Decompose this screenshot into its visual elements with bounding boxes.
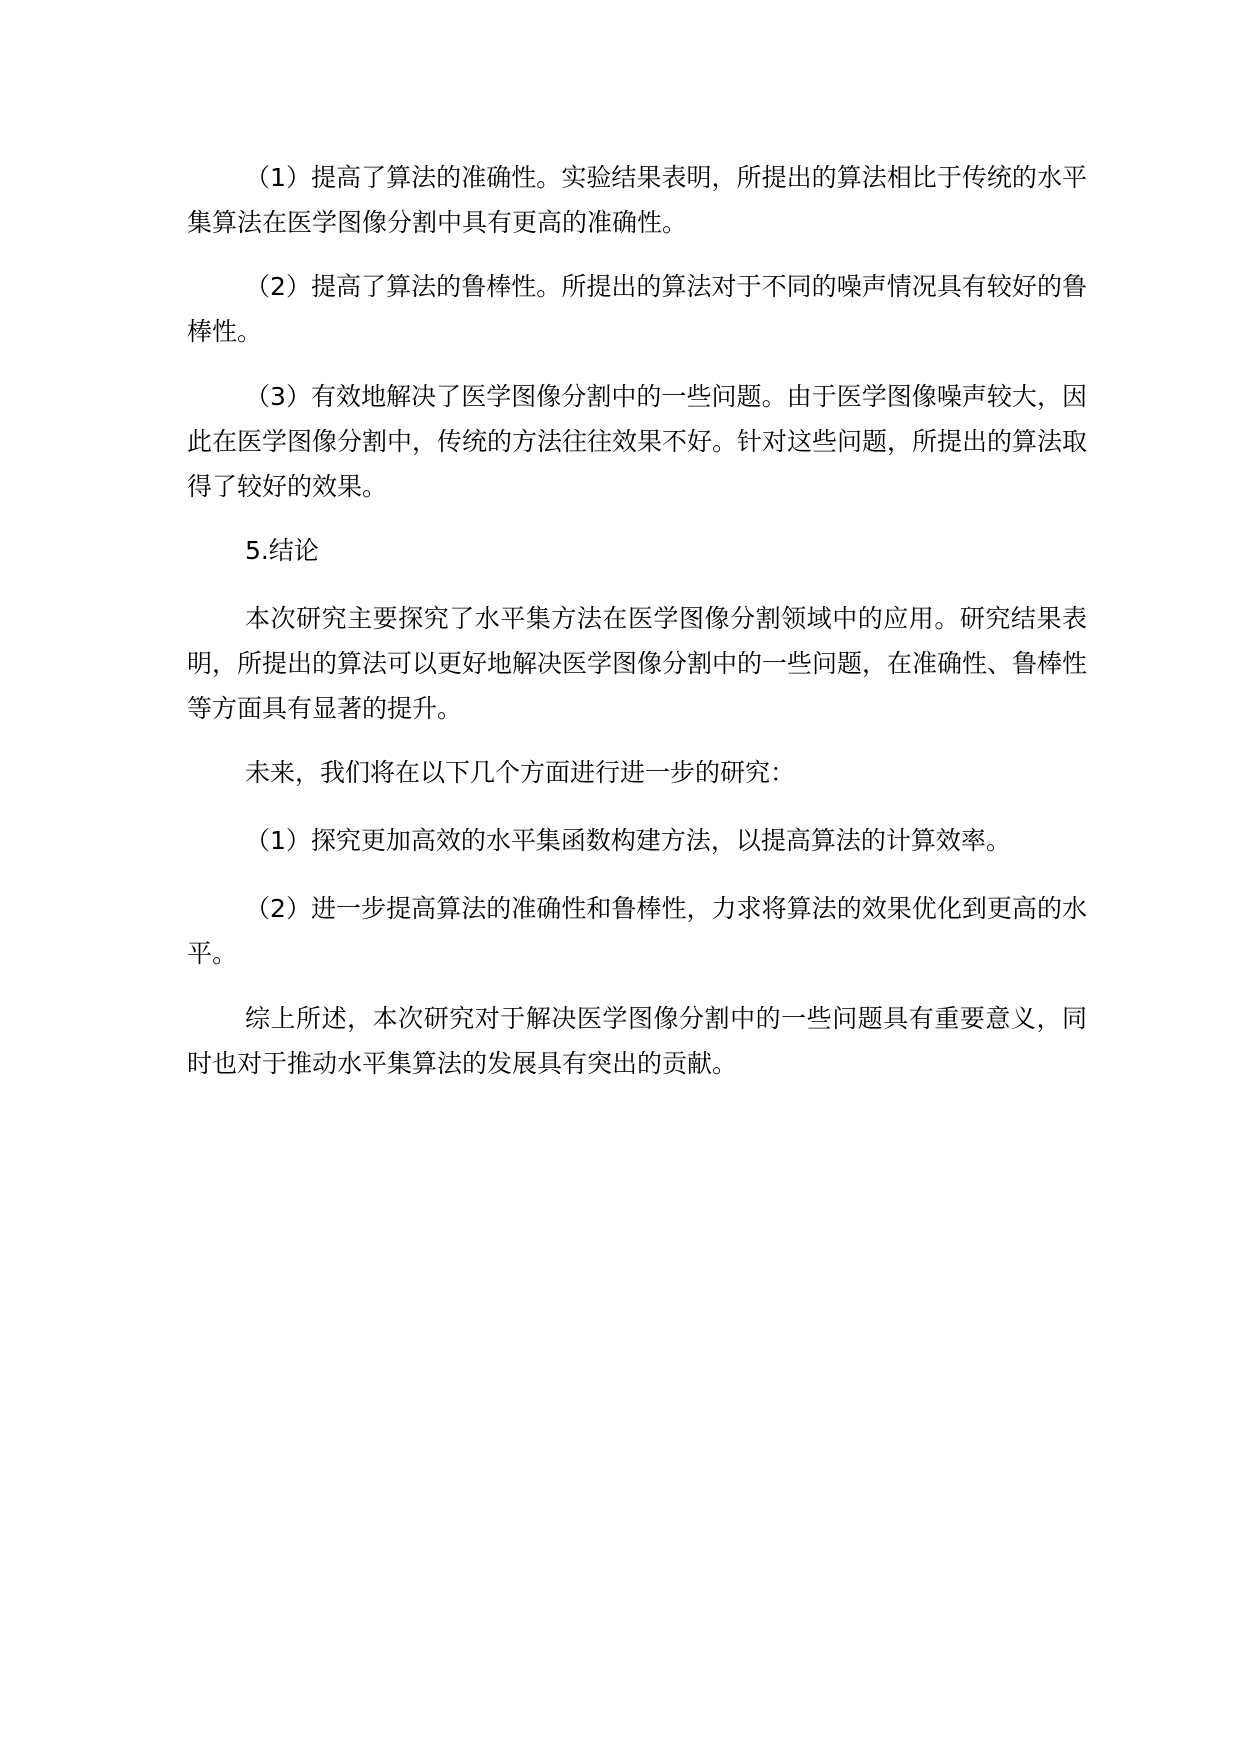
paragraph-future-work-intro: 未来，我们将在以下几个方面进行进一步的研究： bbox=[245, 758, 796, 787]
paragraph-future-accuracy: （2）进一步提高算法的准确性和鲁棒性，力求将算法的效果优化到更高的水平。 bbox=[187, 894, 1087, 968]
paragraph-improved-robustness: （2）提高了算法的鲁棒性。所提出的算法对于不同的噪声情况具有较好的鲁棒性。 bbox=[187, 272, 1087, 346]
paragraph-solved-problems: （3）有效地解决了医学图像分割中的一些问题。由于医学图像噪声较大，因此在医学图像分割中，传统的方法往往效果不好。针对这些问题，所提出的算法取得了较好的效果。 bbox=[187, 382, 1088, 501]
paragraph-improved-accuracy: （1）提高了算法的准确性。实验结果表明，所提出的算法相比于传统的水平集算法在医学图像分割中具有更高的准确性。 bbox=[187, 163, 1087, 237]
section-heading-conclusion: 5.结论 bbox=[245, 536, 319, 565]
paragraph-future-efficiency: （1）探究更加高效的水平集函数构建方法，以提高算法的计算效率。 bbox=[245, 826, 1011, 855]
paragraph-final-summary: 综上所述，本次研究对于解决医学图像分割中的一些问题具有重要意义，同时也对于推动水平集算法的发展具有突出的贡献。 bbox=[187, 1004, 1087, 1078]
paragraph-conclusion-summary: 本次研究主要探究了水平集方法在医学图像分割领域中的应用。研究结果表明，所提出的算法可以更好地解决医学图像分割中的一些问题，在准确性、鲁棒性等方面具有显著的提升。 bbox=[187, 604, 1088, 723]
